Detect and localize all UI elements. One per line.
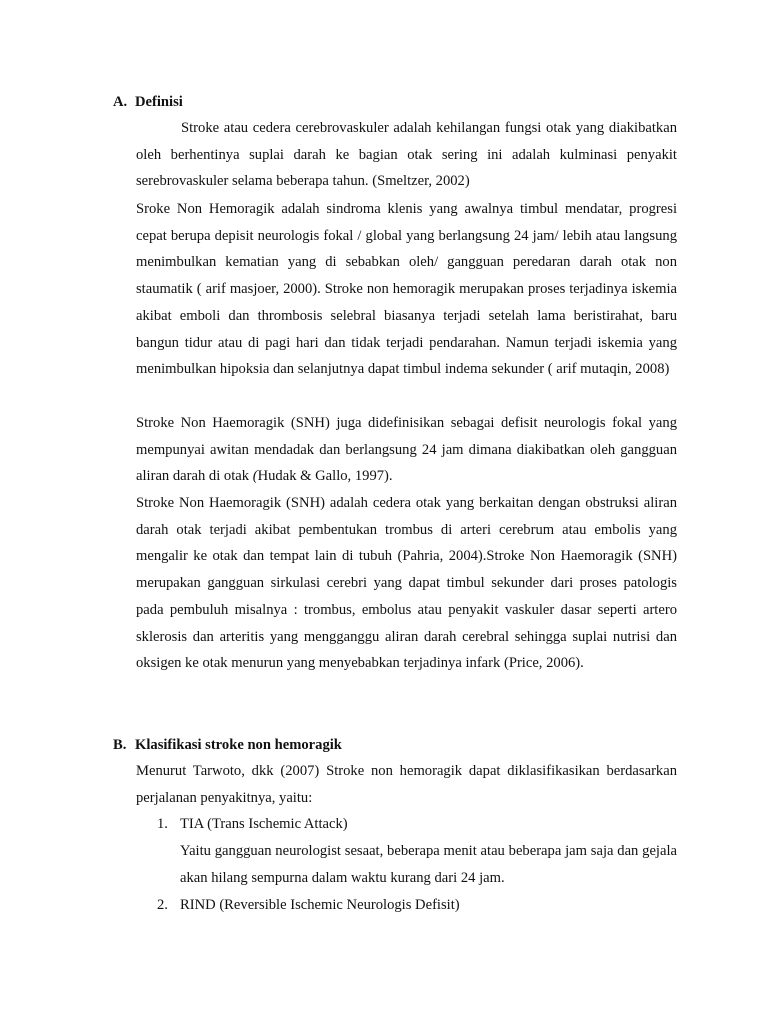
section-a-title: Definisi	[135, 94, 183, 110]
section-b-intro: Menurut Tarwoto, dkk (2007) Stroke non hemoragik dapat diklasifikasikan berdasarkan perjalanan penyakitnya, yaitu:	[136, 763, 677, 806]
section-a-paragraph-3-paren: (	[252, 468, 258, 485]
list-item-number: 2.	[157, 897, 168, 913]
section-a-paragraph-1: Stroke atau cedera cerebrovaskuler adalah kehilangan fungsi otak yang diakibatkan oleh berhentinya suplai darah ke bagian otak sering ini adalah kulminasi penyakit serebrovaskuler selama beberapa tahun. (Smeltzer, 2002)	[136, 120, 677, 190]
list-item	[157, 811, 677, 838]
section-b-title: Klasifikasi stroke non hemoragik	[135, 737, 342, 753]
section-a-paragraph-3-main: Stroke Non Haemoragik (SNH) juga didefinisikan sebagai defisit neurologis fokal yang mempunyai awitan mendadak dan berlangsung 24 jam dimana diakibatkan oleh gangguan aliran darah di otak	[136, 415, 677, 485]
list-item-label: RIND (Reversible Ischemic Neurologis Defisit)	[180, 897, 460, 913]
list-item-description: Yaitu gangguan neurologist sesaat, beberapa menit atau beberapa jam saja dan gejala akan hilang sempurna dalam waktu kurang dari 24 jam.	[180, 843, 677, 886]
list-item	[157, 892, 677, 919]
section-b-letter: B.	[113, 737, 127, 753]
section-a-paragraph-4: Stroke Non Haemoragik (SNH) adalah cedera otak yang berkaitan dengan obstruksi aliran darah otak terjadi akibat pembentukan trombus di arteri cerebrum atau embolis yang mengalir ke otak dan tempat lain di tubuh (Pahria, 2004).Stroke Non Haemoragik (SNH) merupakan gangguan sirkulasi cerebri yang dapat timbul sekunder dari proses patologis pada pembuluh misalnya : trombus, embolus atau penyakit vaskuler dasar seperti artero sklerosis dan arteritis yang mengganggu aliran darah cerebral sehingga suplai nutrisi dan oksigen ke otak menurun yang menyebabkan terjadinya infark (Price, 2006).	[136, 495, 677, 672]
section-a-paragraph-3-citation: Hudak & Gallo, 1997).	[257, 468, 393, 485]
section-a-heading	[113, 89, 683, 116]
section-a-letter: A.	[113, 94, 128, 110]
list-item-number: 1.	[157, 816, 168, 832]
list-item-label: TIA (Trans Ischemic Attack)	[180, 816, 348, 832]
section-a-paragraph-2: Sroke Non Hemoragik adalah sindroma klenis yang awalnya timbul mendatar, progresi cepat berupa depisit neurologis fokal / global yang berlangsung 24 jam/ lebih atau langsung menimbulkan kematian yang di sebabkan oleh/ gangguan peredaran darah otak non staumatik ( arif masjoer, 2000). Stroke non hemoragik merupakan proses terjadinya iskemia akibat emboli dan thrombosis selebral biasanya terjadi setelah lama beristirahat, baru bangun tidur atau di pagi hari dan tidak terjadi pendarahan. Namun terjadi iskemia yang menimbulkan hipoksia dan selanjutnya dapat timbul indema sekunder ( arif mutaqin, 2008)	[136, 201, 677, 378]
section-a-paragraph-3	[136, 410, 677, 490]
section-b-heading	[113, 732, 683, 759]
